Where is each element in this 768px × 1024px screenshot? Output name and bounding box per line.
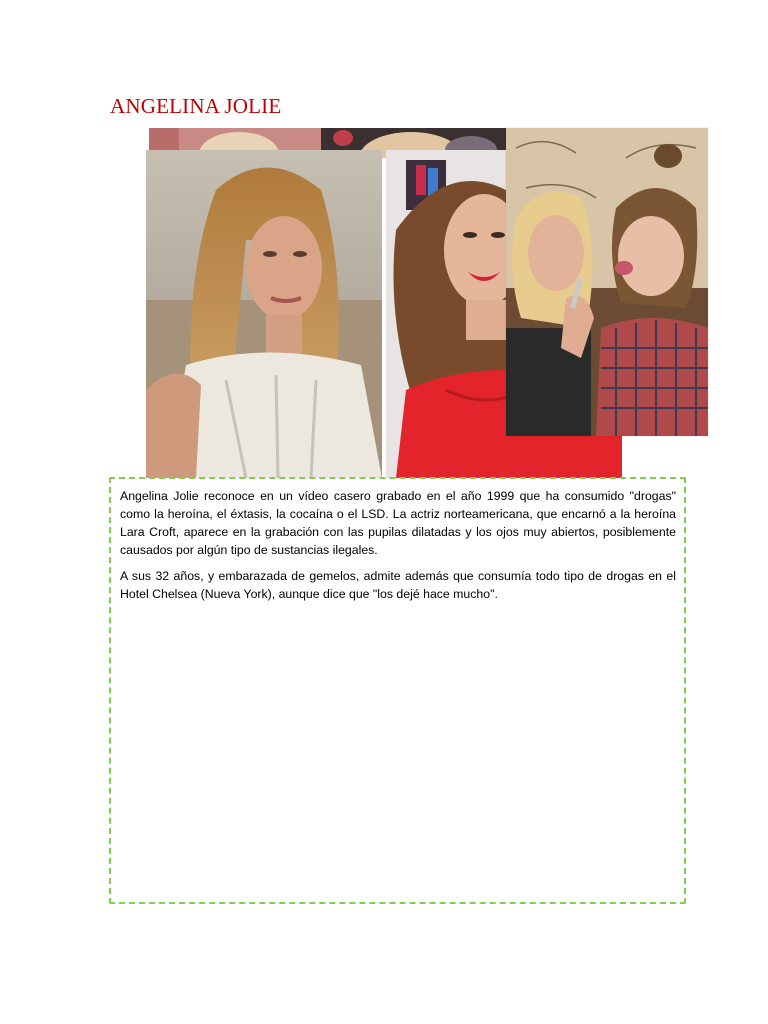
paragraph-2: A sus 32 años, y embarazada de gemelos, admite además que consumía todo tipo de drogas en el Hotel Chelsea (Nueva York), aunque dice que "los dejé hace mucho". [120,569,676,601]
paragraph-1: Angelina Jolie reconoce en un vídeo casero grabado en el año 1999 que ha consumido "drogas" como la heroína, el éxtasis, la cocaína o el LSD. La actriz norteamericana, que encarnó a la heroína Lara Croft, aparece en la grabación con las pupilas dilatadas y los ojos muy abiertos, posiblemente causados por algún tipo de sustancias ilegales. [120,489,676,557]
photo-collage [146,128,708,478]
photo-couple [506,128,708,436]
article-text-box [109,477,686,904]
photo-angelina-1999 [146,150,382,478]
page-title: ANGELINA JOLIE [110,94,282,118]
